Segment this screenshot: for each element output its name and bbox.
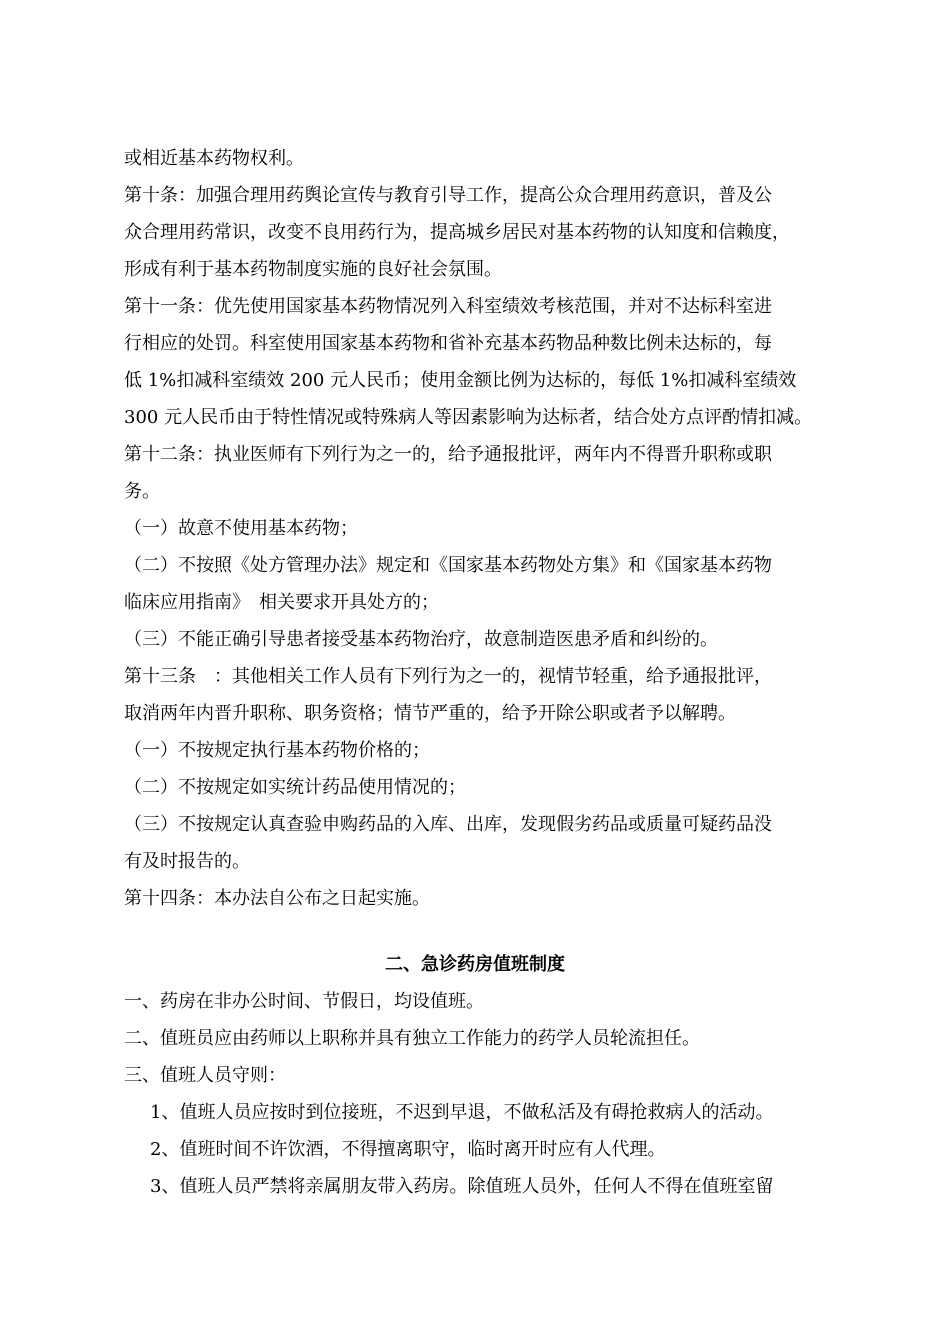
article-10-line-1: 第十条：加强合理用药舆论宣传与教育引导工作，提高公众合理用药意识，普及公 bbox=[124, 185, 772, 206]
article-11-line-4: 300 元人民币由于特性情况或特殊病人等因素影响为达标者，结合处方点评酌情扣减。 bbox=[124, 407, 813, 428]
section-heading: 二、急诊药房值班制度 bbox=[385, 954, 565, 975]
duty-rule-2: 二、值班员应由药师以上职称并具有独立工作能力的药学人员轮流担任。 bbox=[124, 1028, 700, 1049]
article-13-item-1: （一）不按规定执行基本药物价格的； bbox=[124, 740, 430, 761]
article-13-line-1: 第十三条 ：其他相关工作人员有下列行为之一的，视情节轻重，给予通报批评， bbox=[124, 666, 772, 687]
article-14-line: 第十四条：本办法自公布之日起实施。 bbox=[124, 888, 430, 909]
article-13-item-2: （二）不按规定如实统计药品使用情况的； bbox=[124, 777, 466, 798]
article-13-line-2: 取消两年内晋升职称、职务资格；情节严重的，给予开除公职或者予以解聘。 bbox=[124, 703, 736, 724]
duty-subrule-1: 1、值班人员应按时到位接班，不迟到早退，不做私活及有碍抢救病人的活动。 bbox=[150, 1102, 774, 1123]
article-12-item-2-line-2: 临床应用指南》 相关要求开具处方的； bbox=[124, 592, 439, 613]
article-11-line-3: 低 1%扣减科室绩效 200 元人民币；使用金额比例为达标的，每低 1%扣减科室绩效 bbox=[124, 370, 797, 391]
duty-rule-3: 三、值班人员守则： bbox=[124, 1065, 286, 1086]
article-12-item-1: （一）故意不使用基本药物； bbox=[124, 518, 358, 539]
article-11-line-2: 行相应的处罚。科室使用国家基本药物和省补充基本药物品种数比例未达标的，每 bbox=[124, 333, 772, 354]
article-12-line-2: 务。 bbox=[124, 481, 160, 502]
article-10-line-2: 众合理用药常识，改变不良用药行为，提高城乡居民对基本药物的认知度和信赖度， bbox=[124, 222, 790, 243]
article-12-line-1: 第十二条：执业医师有下列行为之一的，给予通报批评，两年内不得晋升职称或职 bbox=[124, 444, 772, 465]
article-12-item-2-line-1: （二）不按照《处方管理办法》规定和《国家基本药物处方集》和《国家基本药物 bbox=[124, 555, 772, 576]
article-12-item-3: （三）不能正确引导患者接受基本药物治疗，故意制造医患矛盾和纠纷的。 bbox=[124, 629, 718, 650]
duty-subrule-2: 2、值班时间不许饮酒，不得擅离职守，临时离开时应有人代理。 bbox=[150, 1139, 666, 1160]
paragraph-line: 或相近基本药物权利。 bbox=[124, 148, 304, 169]
duty-subrule-3: 3、值班人员严禁将亲属朋友带入药房。除值班人员外，任何人不得在值班室留 bbox=[150, 1176, 774, 1197]
article-13-item-3-line-2: 有及时报告的。 bbox=[124, 851, 250, 872]
duty-rule-1: 一、药房在非办公时间、节假日，均设值班。 bbox=[124, 991, 484, 1012]
article-13-item-3-line-1: （三）不按规定认真查验申购药品的入库、出库，发现假劣药品或质量可疑药品没 bbox=[124, 814, 772, 835]
article-10-line-3: 形成有利于基本药物制度实施的良好社会氛围。 bbox=[124, 259, 502, 280]
article-11-line-1: 第十一条：优先使用国家基本药物情况列入科室绩效考核范围，并对不达标科室进 bbox=[124, 296, 772, 317]
